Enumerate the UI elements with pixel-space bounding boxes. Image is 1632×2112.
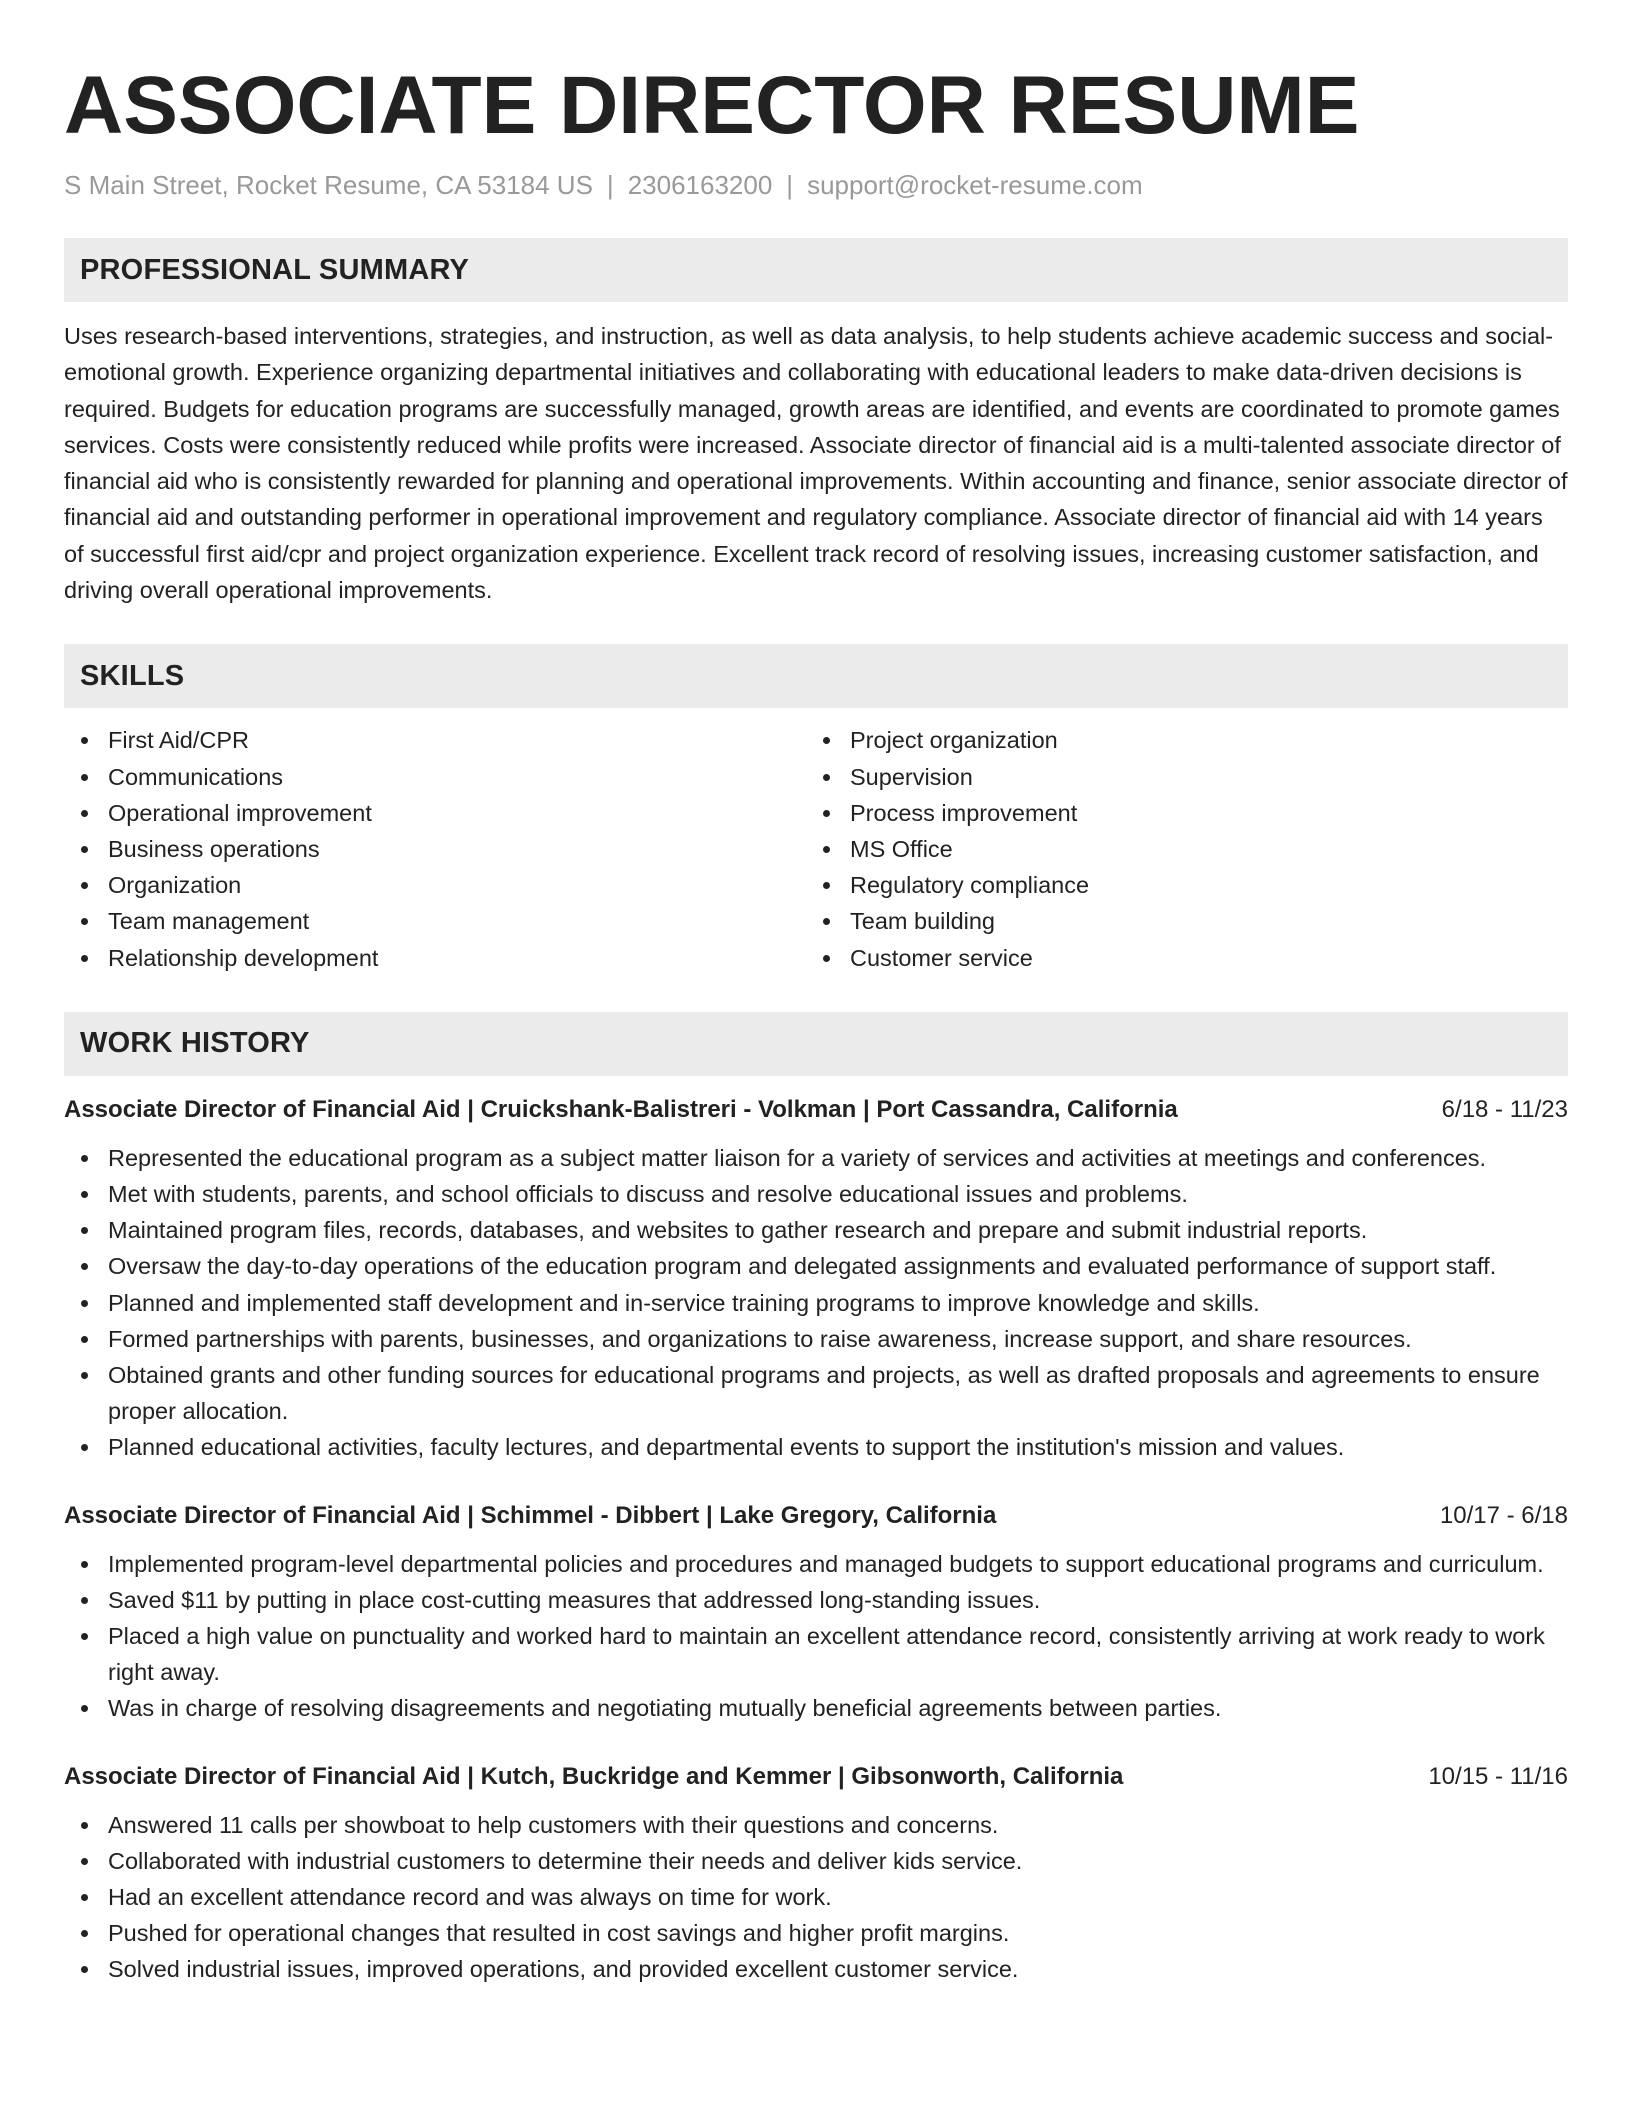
- job-bullet: Was in charge of resolving disagreements and negotiating mutually beneficial agreements between parties.: [64, 1690, 1568, 1726]
- job-bullet: Planned educational activities, faculty lectures, and departmental events to support the institution's mission and values.: [64, 1429, 1568, 1465]
- skill-item: Organization: [64, 867, 806, 903]
- skills-column-right: [806, 722, 1548, 975]
- job-entry: [64, 1759, 1568, 1988]
- contact-separator: |: [786, 170, 794, 200]
- job-bullet: Planned and implemented staff development and in-service training programs to improve knowledge and skills.: [64, 1285, 1568, 1321]
- skill-item: Relationship development: [64, 940, 806, 976]
- job-bullet: Pushed for operational changes that resulted in cost savings and higher profit margins.: [64, 1915, 1568, 1951]
- job-entry: [64, 1498, 1568, 1727]
- skill-item: Team building: [806, 903, 1548, 939]
- job-header: [64, 1759, 1568, 1795]
- skill-item: First Aid/CPR: [64, 722, 806, 758]
- job-dates: 6/18 - 11/23: [1441, 1095, 1568, 1123]
- contact-separator: |: [606, 170, 614, 200]
- skill-item: Regulatory compliance: [806, 867, 1548, 903]
- job-bullet: Represented the educational program as a subject matter liaison for a variety of services and activities at meetings and conferences.: [64, 1140, 1568, 1176]
- skill-item: Supervision: [806, 759, 1548, 795]
- work-section-header: [64, 1012, 1568, 1076]
- job-bullet: Solved industrial issues, improved operations, and provided excellent customer service.: [64, 1951, 1568, 1987]
- skills-list: [64, 722, 1568, 975]
- skill-item: Project organization: [806, 722, 1548, 758]
- skills-heading: SKILLS: [80, 659, 185, 692]
- job-dates: 10/17 - 6/18: [1439, 1501, 1568, 1529]
- job-bullet: Implemented program-level departmental policies and procedures and managed budgets to support educational programs and curriculum.: [64, 1546, 1568, 1582]
- contact-email: support@rocket-resume.com: [807, 170, 1143, 200]
- resume-page: [64, 0, 1568, 1988]
- job-bullet: Placed a high value on punctuality and worked hard to maintain an excellent attendance record, consistently arriving at work ready to work right away.: [64, 1618, 1568, 1690]
- job-bullets: [64, 1140, 1568, 1466]
- summary-heading: PROFESSIONAL SUMMARY: [80, 253, 470, 286]
- resume-title: ASSOCIATE DIRECTOR RESUME: [64, 60, 1360, 151]
- skills-column-left: [64, 722, 806, 975]
- skill-item: Communications: [64, 759, 806, 795]
- skills-section-header: [64, 644, 1568, 708]
- skill-item: Customer service: [806, 940, 1548, 976]
- job-bullet: Answered 11 calls per showboat to help customers with their questions and concerns.: [64, 1807, 1568, 1843]
- job-dates: 10/15 - 11/16: [1428, 1762, 1568, 1790]
- skill-item: Business operations: [64, 831, 806, 867]
- summary-text: Uses research-based interventions, strategies, and instruction, as well as data analysis, to help students achieve academic success and social-emotional growth. Experience organizing departmental initiatives and collaborating with educational leaders to make data-driven decisions is required. Budgets for education programs are successfully managed, growth areas are identified, and events are coordinated to promote games services. Costs were consistently reduced while profits were increased. Associate director of financial aid is a multi-talented associate director of financial aid who is consistently rewarded for planning and operational improvements. Within accounting and finance, senior associate director of financial aid and outstanding performer in operational improvement and regulatory compliance. Associate director of financial aid with 14 years of successful first aid/cpr and project organization experience. Excellent track record of resolving issues, increasing customer satisfaction, and driving overall operational improvements.: [64, 323, 1568, 604]
- job-title: Associate Director of Financial Aid | Cruickshank-Balistreri - Volkman | Port Cassandra, California: [64, 1095, 1178, 1123]
- work-history-list: [64, 1092, 1568, 1988]
- skill-item: Operational improvement: [64, 795, 806, 831]
- summary-section-header: [64, 238, 1568, 302]
- job-title: Associate Director of Financial Aid | Kutch, Buckridge and Kemmer | Gibsonworth, California: [64, 1762, 1124, 1790]
- skill-item: Team management: [64, 903, 806, 939]
- job-header: [64, 1498, 1568, 1534]
- job-bullet: Obtained grants and other funding sources for educational programs and projects, as well as drafted proposals and agreements to ensure proper allocation.: [64, 1357, 1568, 1429]
- job-bullet: Met with students, parents, and school officials to discuss and resolve educational issues and problems.: [64, 1176, 1568, 1212]
- job-bullet: Maintained program files, records, databases, and websites to gather research and prepare and submit industrial reports.: [64, 1212, 1568, 1248]
- job-bullet: Had an excellent attendance record and was always on time for work.: [64, 1879, 1568, 1915]
- work-heading: WORK HISTORY: [80, 1027, 310, 1060]
- job-bullet: Oversaw the day-to-day operations of the education program and delegated assignments and evaluated performance of support staff.: [64, 1248, 1568, 1284]
- job-header: [64, 1092, 1568, 1128]
- job-bullets: [64, 1546, 1568, 1727]
- skill-item: Process improvement: [806, 795, 1548, 831]
- contact-phone: 2306163200: [627, 170, 773, 200]
- job-entry: [64, 1092, 1568, 1466]
- job-bullet: Formed partnerships with parents, businesses, and organizations to raise awareness, increase support, and share resources.: [64, 1321, 1568, 1357]
- job-bullets: [64, 1807, 1568, 1988]
- contact-address: S Main Street, Rocket Resume, CA 53184 US: [64, 170, 593, 200]
- job-title: Associate Director of Financial Aid | Schimmel - Dibbert | Lake Gregory, California: [64, 1501, 997, 1529]
- skill-item: MS Office: [806, 831, 1548, 867]
- contact-line: [64, 168, 1568, 202]
- job-bullet: Saved $11 by putting in place cost-cutting measures that addressed long-standing issues.: [64, 1582, 1568, 1618]
- job-bullet: Collaborated with industrial customers to determine their needs and deliver kids service.: [64, 1843, 1568, 1879]
